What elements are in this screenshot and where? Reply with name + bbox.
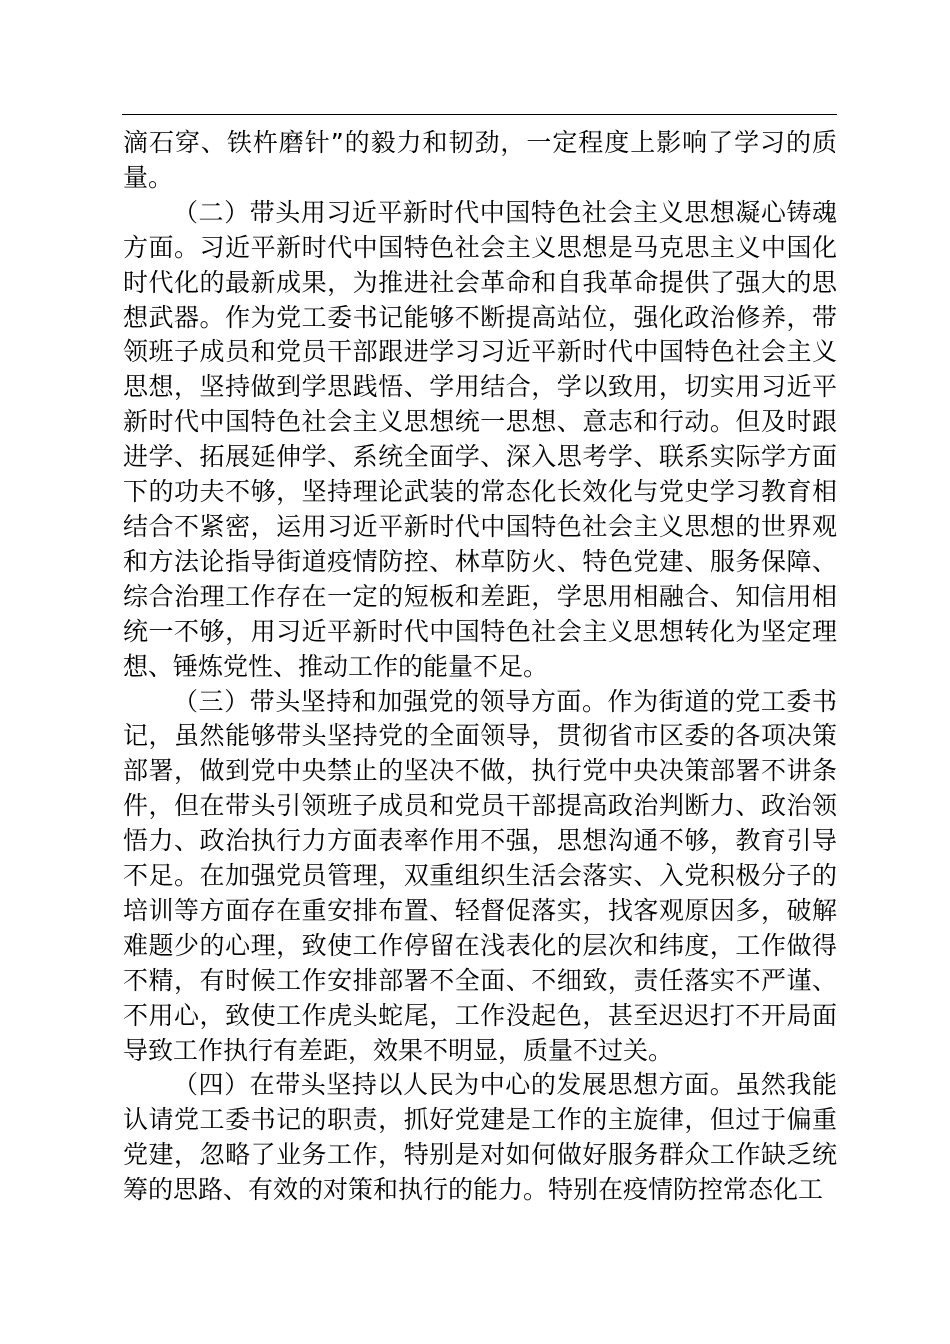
paragraph-section-3: （三）带头坚持和加强党的领导方面。作为街道的党工委书记，虽然能够带头坚持党的全面领导，贯彻省市区委的各项决策部署，做到党中央禁止的坚决不做，执行党中央决策部署不讲条件，但在带头引领班子成员和党员干部提高政治判断力、政治领悟力、政治执行力方面表率作用不强，思想沟通不够，教育引导不足。在加强党员管理，双重组织生活会落实、入党积极分子的培训等方面存在重安排布置、轻督促落实，找客观原因多，破解难题少的心理，致使工作停留在浅表化的层次和纬度，工作做得不精，有时候工作安排部署不全面、不细致，责任落实不严谨、不用心，致使工作虎头蛇尾，工作没起色，甚至迟迟打不开局面导致工作执行有差距，效果不明显，质量不过关。 [123,686,837,1065]
header-rule [122,114,837,115]
paragraph-continuation: 滴石穿、铁杵磨针”的毅力和韧劲，一定程度上影响了学习的质量。 [123,128,837,192]
document-body [123,126,837,1208]
paragraph-section-4: （四）在带头坚持以人民为中心的发展思想方面。虽然我能认请党工委书记的职责，抓好党建是工作的主旋律，但过于偏重党建，忽略了业务工作，特别是对如何做好服务群众工作缺乏统筹的思路、有效的对策和执行的能力。特别在疫情防控常态化工 [123,1070,837,1205]
paragraph-section-2: （二）带头用习近平新时代中国特色社会主义思想凝心铸魂方面。习近平新时代中国特色社会主义思想是马克思主义中国化时代化的最新成果，为推进社会革命和自我革命提供了强大的思想武器。作为党工委书记能够不断提高站位，强化政治修养，带领班子成员和党员干部跟进学习习近平新时代中国特色社会主义思想，坚持做到学思践悟、学用结合，学以致用，切实用习近平新时代中国特色社会主义思想统一思想、意志和行动。但及时跟进学、拓展延伸学、系统全面学、深入思考学、联系实际学方面下的功夫不够，坚持理论武装的常态化长效化与党史学习教育相结合不紧密，运用习近平新时代中国特色社会主义思想的世界观和方法论指导街道疫情防控、林草防火、特色党建、服务保障、综合治理工作存在一定的短板和差距，学思用相融合、知信用相统一不够，用习近平新时代中国特色社会主义思想转化为坚定理想、锤炼党性、推动工作的能量不足。 [123,197,837,681]
